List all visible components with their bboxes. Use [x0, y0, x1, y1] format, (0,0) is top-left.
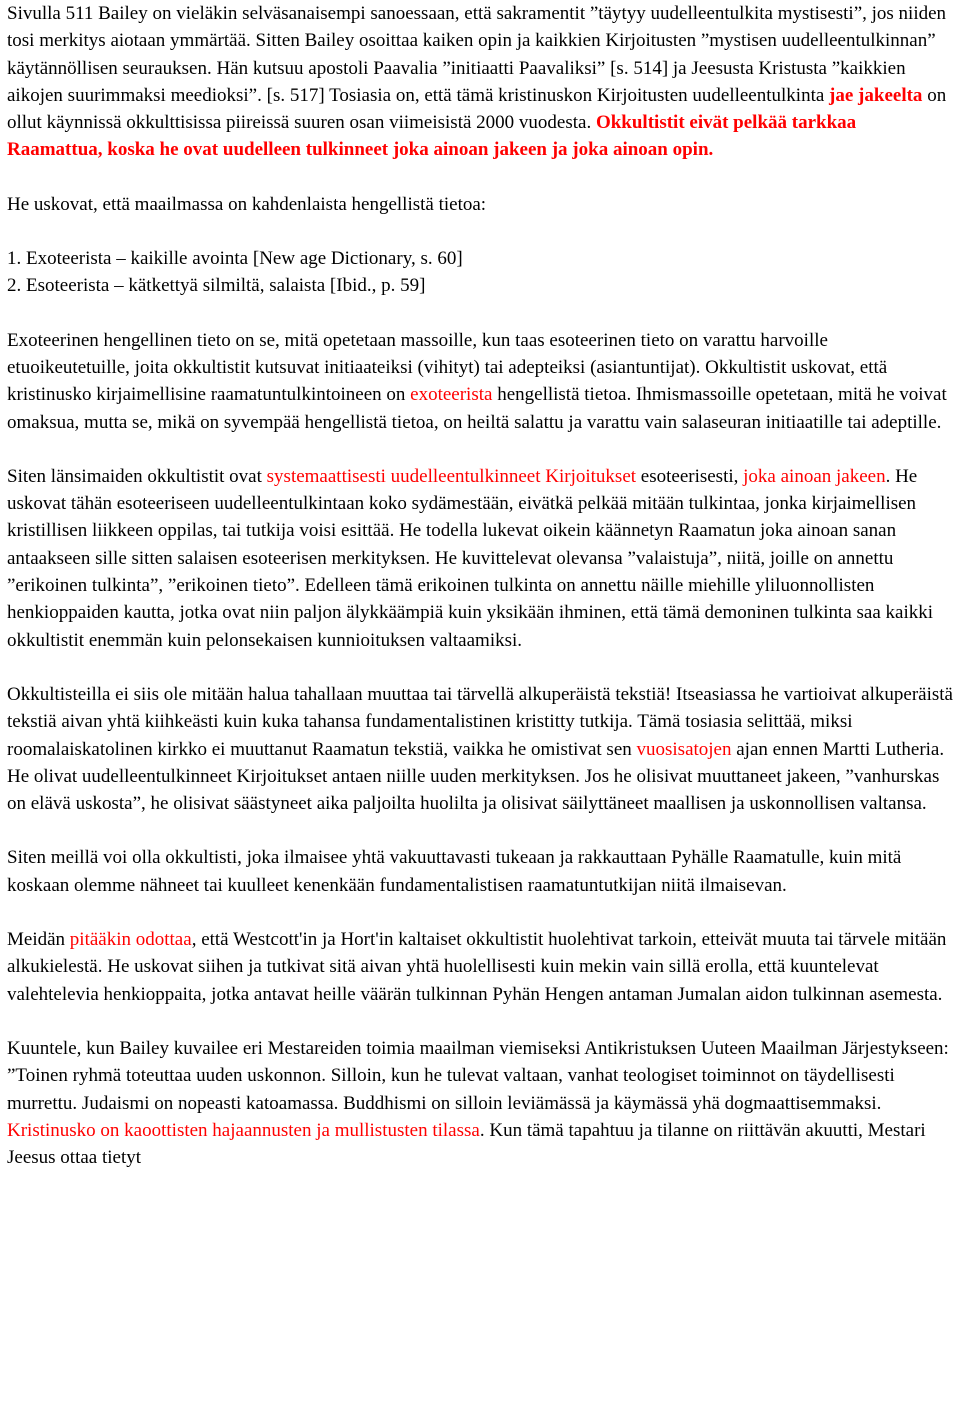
- paragraph-exoteric-knowledge: [7, 327, 955, 436]
- highlight-christianity-chaos: Kristinusko on kaoottisten hajaannusten ja mullistusten tilassa: [7, 1119, 480, 1141]
- paragraph-westcott-hort: [7, 926, 955, 1008]
- list-item-esoteric: 2. Esoteerista – kätkettyä silmiltä, salaista [Ibid., p. 59]: [7, 275, 426, 297]
- highlight-every-verse: joka ainoan jakeen: [743, 465, 886, 487]
- highlight-exoteric: exoteerista: [410, 384, 493, 406]
- paragraph-gap: [7, 654, 955, 681]
- paragraph-occultist-support: Siten meillä voi olla okkultisti, joka ilmaisee yhtä vakuuttavasti tukeaan ja rakkauttaan Pyhälle Raamatulle, kuin mitä koskaan olemme nähneet tai kuulleet kenenkään fundamentalistisen raamatuntutkijan niitä ilmaisevan.: [7, 847, 902, 896]
- paragraph-gap: [7, 899, 955, 926]
- highlight-centuries: vuosisatojen: [636, 738, 732, 760]
- paragraph-gap: [7, 218, 955, 245]
- text-run: ajan ennen Martti Lutheria. He olivat uudelleentulkinneet Kirjoitukset antaen niille uuden merkityksen. Jos he olisivat muuttaneet jakeen, ”vanhurskas on elävä uskosta”, he olisivat säästyneet aika paljoilta huolilta ja olisivat säilyttäneet maallisen ja uskonnollisen valtansa.: [7, 738, 945, 815]
- paragraph-two-kinds-of-knowledge: He uskovat, että maailmassa on kahdenlaista hengellistä tietoa:: [7, 193, 487, 215]
- paragraph-gap: [7, 164, 955, 191]
- document-page: [7, 0, 955, 1171]
- text-run: Okkultisteilla ei siis ole mitään halua tahallaan muuttaa tai tärvellä alkuperäistä tekstiä! Itseasiassa he vartioivat alkuperäistä tekstiä aivan yhtä kiihkeästi kuin kuka tahansa fundamentalistinen kristitty tutkija. Tämä tosiasia selittää, miksi roomalaiskatolinen kirkko ei muuttanut Raamatun tekstiä, vaikka he omistivat sen: [7, 683, 953, 760]
- paragraph-bailey-masters: [7, 1035, 955, 1171]
- paragraph-western-occultists: [7, 463, 955, 654]
- text-run: hengellistä tietoa. Ihmismassoille opetetaan, mitä he voivat omaksua, mutta se, mikä on syvempää hengellistä tietoa, on heiltä salattu ja varattu vain salaseuran initiaatille tai adeptille.: [7, 384, 947, 433]
- paragraph-bailey-interpretation: [7, 0, 955, 164]
- highlight-verse-by-verse: jae jakeelta: [829, 84, 923, 106]
- paragraph-gap: [7, 817, 955, 844]
- paragraph-gap: [7, 300, 955, 327]
- text-run: Kuuntele, kun Bailey kuvailee eri Mestareiden toimia maailman viemiseksi Antikristuksen Uuteen Maailman Järjestykseen: ”Toinen ryhmä toteuttaa uuden uskonnon. Silloin, kun he tulevat valtaan, vanhat teologiset toiminnot on täydellisesti murrettu. Judaismi on nopeasti katoamassa. Buddhismi on silloin leviämässä ja käymässä yhä dogmaattisemmaksi.: [7, 1037, 949, 1114]
- highlight-should-expect: pitääkin odottaa: [69, 929, 192, 951]
- text-run: esoteerisesti,: [636, 465, 744, 487]
- text-run: on ollut käynnissä okkulttisissa piireissä suuren osan viimeisistä 2000 vuodesta.: [7, 84, 947, 134]
- highlight-systematic-reinterpretation: systemaattisesti uudelleentulkinneet Kirjoitukset: [266, 465, 637, 487]
- knowledge-list: [7, 245, 955, 300]
- paragraph-gap: [7, 1008, 955, 1035]
- text-run: Sivulla 511 Bailey on vieläkin selväsanaisempi sanoessaan, että sakramentit ”täytyy uudelleentulkita mystisesti”, jos niiden tosi merkitys aiotaan ymmärtää. Sitten Bailey osoittaa kaiken opin ja kaikkien Kirjoitusten ”mystisen uudelleentulkinnan” käytännöllisen seurauksen. Hän kutsuu apostoli Paavalia ”initiaatti Paavaliksi” [s. 514] ja Jeesusta Kristusta ”kaikkien aikojen suurimmaksi meedioksi”. [s. 517] Tosiasia on, että tämä kristinuskon Kirjoitusten uudelleentulkinta: [7, 3, 947, 106]
- list-item-exoteric: 1. Exoteerista – kaikille avointa [New age Dictionary, s. 60]: [7, 248, 463, 270]
- text-run: Meidän: [7, 929, 70, 951]
- text-run: . Kun tämä tapahtuu ja tilanne on riittävän akuutti, Mestari Jeesus ottaa tietyt: [7, 1119, 926, 1169]
- paragraph-gap: [7, 436, 955, 463]
- text-run: Siten länsimaiden okkultistit ovat: [7, 465, 267, 487]
- text-run: , että Westcott'in ja Hort'in kaltaiset okkultistit huolehtivat tarkoin, etteivät muuta tai tärvele mitään alkukielestä. He uskovat siihen ja tutkivat sitä aivan yhtä huolellisesti kuin mekin vain sillä erolla, että kuuntelevat valehtelevia henkioppaita, jotka antavat heille väärän tulkinnan Pyhän Hengen antaman Jumalan aidon tulkinnan asemesta.: [7, 929, 947, 1005]
- paragraph-original-text: [7, 681, 955, 817]
- highlight-occultists-statement: Okkultistit eivät pelkää tarkkaa Raamattua, koska he ovat uudelleen tulkinneet joka ainoan jakeen ja joka ainoan opin.: [7, 112, 857, 161]
- text-run: Exoteerinen hengellinen tieto on se, mitä opetetaan massoille, kun taas esoteerinen tieto on varattu harvoille etuoikeutetuille, joita okkultistit kutsuvat initiaateiksi (vihityt) tai adepteiksi (asiantuntijat). Okkultistit uskovat, että kristinusko kirjaimellisine raamatuntulkintoineen on: [7, 329, 888, 406]
- text-run: . He uskovat tähän esoteeriseen uudelleentulkintaan koko sydämestään, eivätkä pelkää mitään tulkintaa, jonka kirjaimellisen kristillisen liikkeen oppilas, tai tutkija voisi esittää. He todella lukevat oikein käännetyn Raamatun joka ainoan sanan antaakseen sille sitten salaisen esoteerisen merkityksen. He kuvittelevat olevansa ”valaistuja”, niitä, joille on annettu ”erikoinen tulkinta”, ”erikoinen tieto”. Edelleen tämä erikoinen tulkinta on annettu näille miehille yliluonnollisten henkioppaiden kautta, jotka ovat niin paljon älykkäämpiä kuin yksikään ihminen, että tämä demoninen tulkinta saa kaikki okkultistit enemmän kuin pelonsekaisen kunnioituksen valtaamiksi.: [7, 465, 934, 651]
